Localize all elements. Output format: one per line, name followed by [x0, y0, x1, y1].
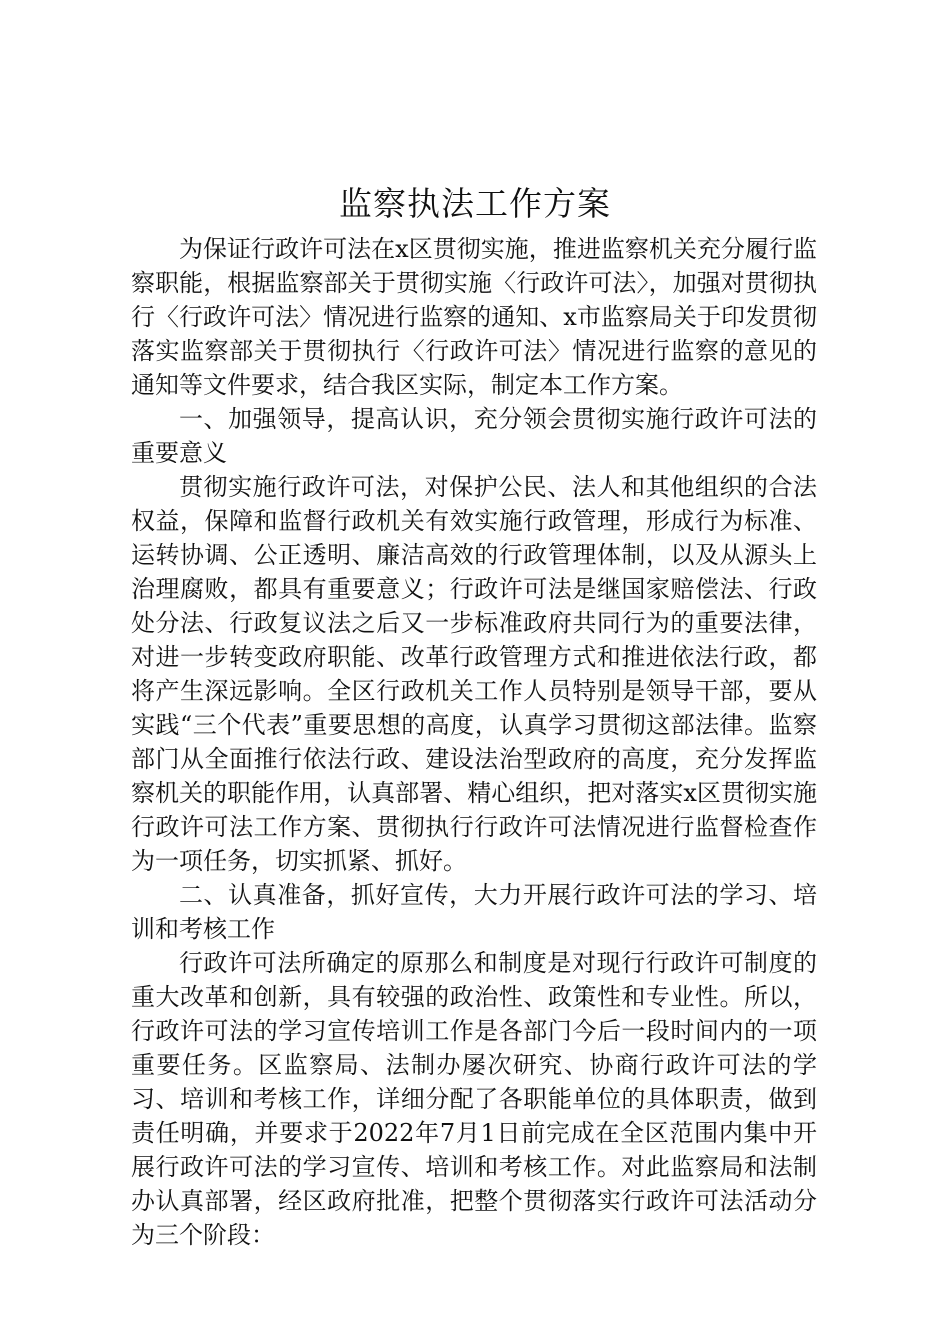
section-2-paragraph: 行政许可法所确定的原那么和制度是对现行行政许可制度的重大改革和创新，具有较强的政治性、政策性和专业性。所以，行政许可法的学习宣传培训工作是各部门今后一段时间内的一项重要任务。区监察局、法制办屡次研究、协商行政许可法的学习、培训和考核工作，详细分配了各职能单位的具体职责，做到责任明确，并要求于2022年7月1日前完成在全区范围内集中开展行政许可法的学习宣传、培训和考核工作。对此监察局和法制办认真部署，经区政府批准，把整个贯彻落实行政许可法活动分为三个阶段： — [131, 949, 817, 1249]
intro-paragraph: 为保证行政许可法在x区贯彻实施，推进监察机关充分履行监察职能，根据监察部关于贯彻实施〈行政许可法〉，加强对贯彻执行〈行政许可法〉情况进行监察的通知、x市监察局关于印发贯彻落实监察部关于贯彻执行〈行政许可法〉情况进行监察的意见的通知等文件要求，结合我区实际，制定本工作方案。 — [131, 235, 817, 399]
section-1-paragraph: 贯彻实施行政许可法，对保护公民、法人和其他组织的合法权益，保障和监督行政机关有效实施行政管理，形成行为标准、运转协调、公正透明、廉洁高效的行政管理体制，以及从源头上治理腐败，都具有重要意义；行政许可法是继国家赔偿法、行政处分法、行政复议法之后又一步标准政府共同行为的重要法律，对进一步转变政府职能、改革行政管理方式和推进依法行政，都将产生深远影响。全区行政机关工作人员特别是领导干部，要从实践“三个代表”重要思想的高度，认真学习贯彻这部法律。监察部门从全面推行依法行政、建设法治型政府的高度，充分发挥监察机关的职能作用，认真部署、精心组织，把对落实x区贯彻实施行政许可法工作方案、贯彻执行行政许可法情况进行监督检查作为一项任务，切实抓紧、抓好。 — [131, 473, 817, 875]
document-body — [131, 232, 817, 1252]
document-title: 监察执法工作方案 — [339, 184, 611, 223]
section-heading-1: 一、加强领导，提高认识，充分领会贯彻实施行政许可法的重要意义 — [131, 405, 817, 467]
section-heading-2: 二、认真准备，抓好宣传，大力开展行政许可法的学习、培训和考核工作 — [131, 881, 817, 943]
